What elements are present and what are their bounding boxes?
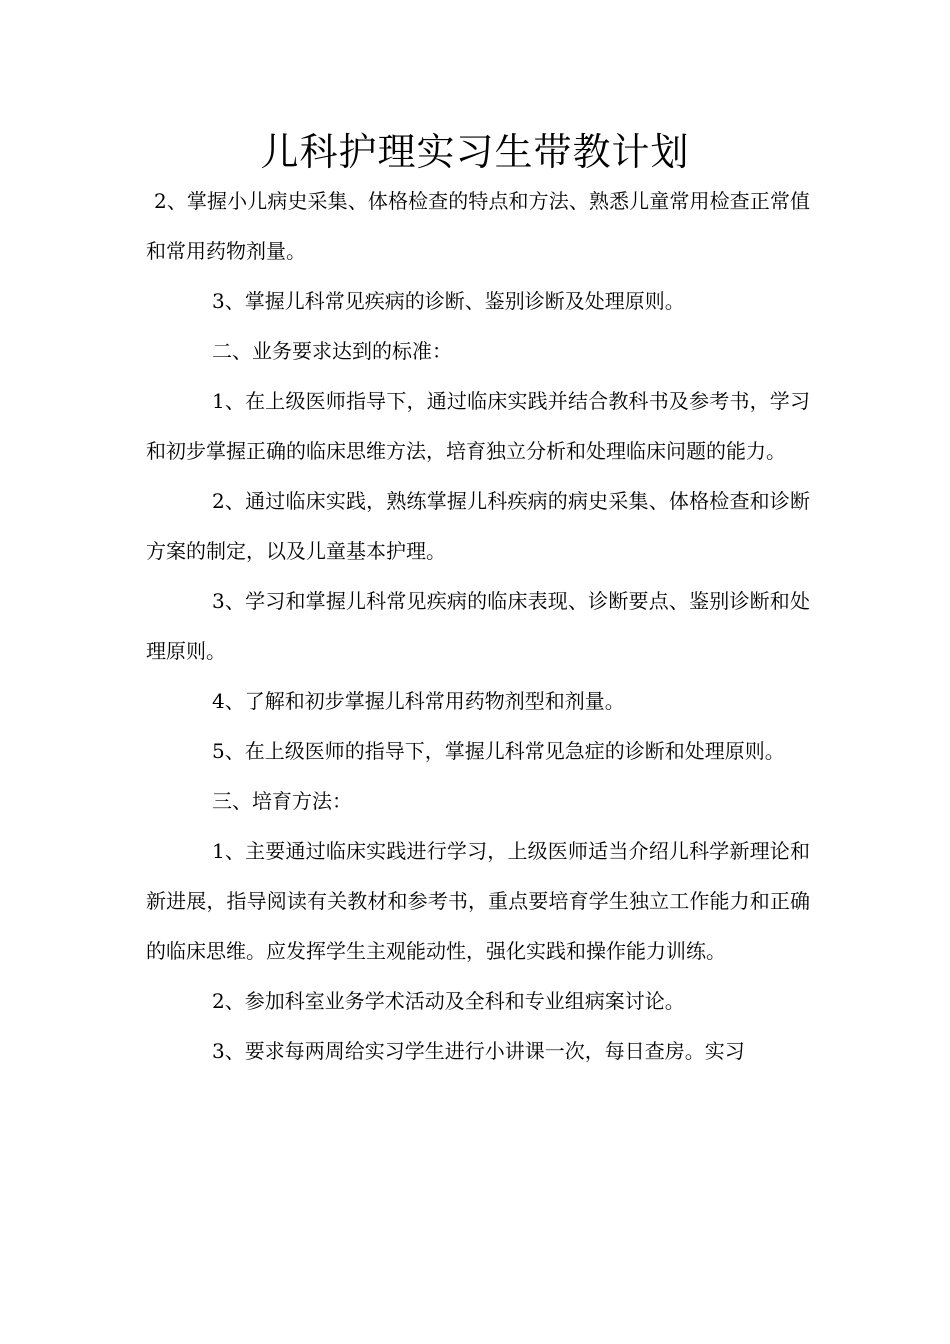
paragraph-10: 3、要求每两周给实习学生进行小讲课一次，每日查房。实习 [212,1039,745,1063]
paragraph-7: 5、在上级医师的指导下，掌握儿科常见急症的诊断和处理原则。 [212,739,785,763]
section-heading-methods: 三、培育方法： [212,789,352,813]
section-heading-standards: 二、业务要求达到的标准： [212,339,452,363]
paragraph-3: 1、在上级医师指导下，通过临床实践并结合教科书及参考书，学习和初步掌握正确的临床思维方法，培育独立分析和处理临床问题的能力。 [146,389,810,463]
paragraph-4: 2、通过临床实践，熟练掌握儿科疾病的病史采集、体格检查和诊断方案的制定，以及儿童基本护理。 [146,489,810,563]
document-body [146,176,810,1076]
document-title: 儿科护理实习生带教计划 [260,130,690,174]
paragraph-5: 3、学习和掌握儿科常见疾病的临床表现、诊断要点、鉴别诊断和处理原则。 [146,589,810,663]
paragraph-9: 2、参加科室业务学术活动及全科和专业组病案讨论。 [212,989,685,1013]
paragraph-8: 1、主要通过临床实践进行学习，上级医师适当介绍儿科学新理论和新进展，指导阅读有关教材和参考书，重点要培育学生独立工作能力和正确的临床思维。应发挥学生主观能动性，强化实践和操作能力训练。 [146,839,810,963]
paragraph-2: 3、掌握儿科常见疾病的诊断、鉴别诊断及处理原则。 [212,289,685,313]
paragraph-6: 4、了解和初步掌握儿科常用药物剂型和剂量。 [212,689,625,713]
paragraph-1: 2、掌握小儿病史采集、体格检查的特点和方法、熟悉儿童常用检查正常值和常用药物剂量。 [146,189,810,263]
